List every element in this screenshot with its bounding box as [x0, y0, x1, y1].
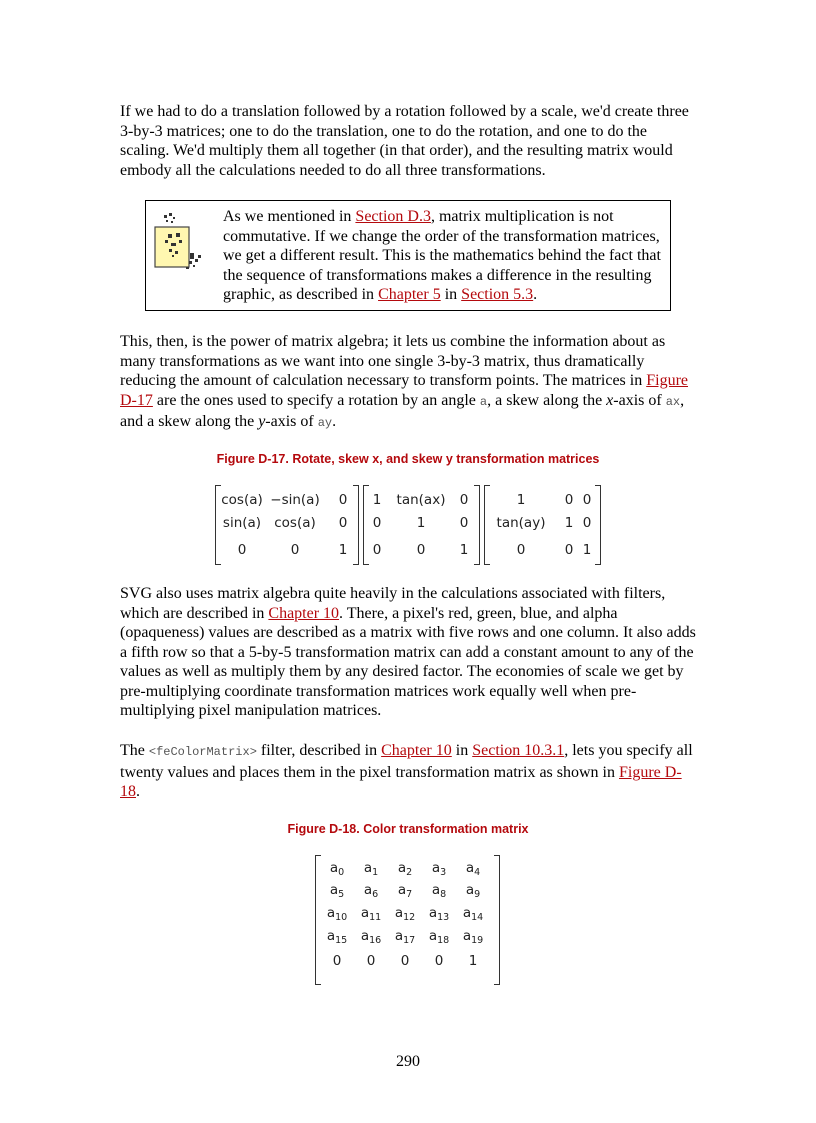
text-segment: -axis of: [613, 391, 666, 409]
code-fecolormatrix: <feColorMatrix>: [148, 745, 257, 759]
note-text-segment: , matrix multiplication is not commutative. If we change the order of the transformation matrices, we get a different result. This is the mathematics behind the fact that the sequence of transformations makes a difference in the resulting graphic, as described in: [223, 208, 661, 303]
page-number: 290: [396, 1053, 420, 1070]
matrix-cell: sin(a): [222, 515, 262, 531]
matrix-cell: 1: [416, 515, 426, 531]
matrix-cell: 0: [366, 953, 376, 969]
matrix-cell: $a_{18}$: [428, 928, 450, 946]
matrix-cell: $a_{16}$: [360, 928, 382, 946]
matrix-cell: 0: [564, 542, 574, 558]
paragraph-filters: [120, 584, 700, 721]
matrix-cell: tan(ax): [396, 492, 446, 508]
paragraph-transform-order: If we had to do a translation followed by a rotation followed by a scale, we'd create three 3-by-3 matrices; one to do the translation, one to do the rotation, and one to do the scaling. We'd multiply them all together (in that order), and the resulting matrix would embody all the calculations needed to do all three transformations.: [120, 103, 689, 179]
matrix-cell: $a_3$: [431, 860, 447, 878]
matrix-cell: 0: [400, 953, 410, 969]
matrix-cell: $a_{14}$: [462, 905, 484, 923]
paragraph-fecolormatrix: [120, 741, 700, 802]
matrix-cell: 0: [516, 542, 526, 558]
code-ax: ax: [665, 394, 681, 409]
owl-tip-icon: [152, 209, 208, 273]
figure-d18-matrix: [315, 855, 500, 985]
matrix-cell: 0: [434, 953, 444, 969]
matrix-cell: 0: [416, 542, 426, 558]
text-segment: , and a skew along the: [120, 391, 685, 430]
figure-d17-caption: Figure D-17. Rotate, skew x, and skew y transformation matrices: [216, 452, 600, 466]
matrix-cell: 1: [372, 492, 382, 508]
link-section-5-3[interactable]: Section 5.3: [461, 286, 534, 303]
matrix-cell: $a_7$: [397, 882, 413, 900]
figure-d17-matrices: [215, 485, 601, 565]
matrix-cell: $a_8$: [431, 882, 447, 900]
matrix-cell: $a_6$: [363, 882, 379, 900]
link-section-10-3-1[interactable]: Section 10.3.1: [472, 742, 565, 759]
matrix-cell: $a_{10}$: [326, 905, 348, 923]
matrix-cell: $a_{13}$: [428, 905, 450, 923]
text-segment: . There, a pixel's red, green, blue, and alpha (opaqueness) values are described as a matrix with five rows and one column. It also adds a fifth row so that a 5-by-5 transformation matrix can add a constant amount to any of the values as well as multiply them by any desired factor. The economies of scale we get by pre-multiplying coordinate transformation matrices work equally well when pre-multiplying pixel manipulation matrices.: [120, 604, 696, 719]
matrix-cell: $a_1$: [363, 860, 379, 878]
matrix-cell: 0: [338, 492, 348, 508]
matrix-cell: 0: [338, 515, 348, 531]
matrix-cell: $a_{11}$: [360, 905, 382, 923]
matrix-cell: 0: [237, 542, 247, 558]
matrix-cell: 0: [372, 515, 382, 531]
matrix-cell: $a_5$: [329, 882, 345, 900]
link-section-d3[interactable]: Section D.3: [355, 208, 431, 225]
matrix-cell: 1: [338, 542, 348, 558]
matrix-cell: cos(a): [274, 515, 316, 531]
link-chapter-5[interactable]: Chapter 5: [378, 286, 441, 303]
text-segment: SVG also uses matrix algebra quite heavily in the calculations associated with filters, which are described in: [120, 585, 666, 622]
matrix-cell: 1: [468, 953, 478, 969]
matrix-cell: cos(a): [221, 492, 263, 508]
matrix-cell: 0: [564, 492, 574, 508]
matrix-cell: 0: [372, 542, 382, 558]
note-box: [145, 200, 671, 311]
figure-d18-caption: Figure D-18. Color transformation matrix: [287, 822, 529, 836]
matrix-cell: 0: [582, 515, 592, 531]
matrix-cell: 0: [582, 492, 592, 508]
note-text-segment: in: [440, 286, 462, 303]
matrix-cell: $a_0$: [329, 860, 345, 878]
note-text: [223, 207, 668, 305]
text-segment: This, then, is the power of matrix algebra; it lets us combine the information about as many transformations as we want into one single 3-by-3 matrix, thus dramatically reducing the amount of calculation necessary to transform points. The matrices in: [120, 333, 666, 389]
matrix-cell: $a_{15}$: [326, 928, 348, 946]
matrix-cell: 1: [459, 542, 469, 558]
link-figure-d18[interactable]: Figure D-18: [120, 763, 682, 800]
link-figure-d17[interactable]: Figure D-17: [120, 372, 688, 409]
matrix-cell: $a_{12}$: [394, 905, 416, 923]
text-segment: The: [120, 742, 149, 759]
matrix-cell: 0: [332, 953, 342, 969]
matrix-cell: 1: [564, 515, 574, 531]
text-segment: .: [332, 413, 337, 430]
note-text-segment: As we mentioned in: [223, 208, 356, 225]
matrix-cell: $a_2$: [397, 860, 413, 878]
text-segment: in: [451, 742, 473, 759]
text-segment: , a skew along the: [487, 391, 607, 409]
paragraph-matrix-power: [120, 332, 700, 434]
link-chapter-10[interactable]: Chapter 10: [381, 742, 452, 759]
matrix-cell: 0: [290, 542, 300, 558]
code-ay: ay: [317, 416, 333, 430]
italic-y: y: [258, 413, 266, 430]
note-text-segment: .: [533, 286, 538, 303]
italic-x: x: [606, 391, 614, 409]
text-segment: are the ones used to specify a rotation by an angle: [152, 391, 480, 409]
code-a: a: [479, 394, 488, 409]
matrix-cell: tan(ay): [496, 515, 546, 531]
text-segment: , lets you specify all twenty values and places them in the pixel transformation matrix as shown in: [120, 742, 693, 781]
matrix-cell: 0: [459, 492, 469, 508]
matrix-cell: −sin(a): [270, 492, 320, 508]
matrix-cell: 1: [516, 492, 526, 508]
matrix-cell: $a_4$: [465, 860, 481, 878]
matrix-cell: 1: [582, 542, 592, 558]
matrix-cell: $a_{17}$: [394, 928, 416, 946]
link-chapter-10[interactable]: Chapter 10: [268, 604, 340, 622]
text-segment: -axis of: [265, 413, 318, 430]
matrix-cell: 0: [459, 515, 469, 531]
matrix-cell: $a_{19}$: [462, 928, 484, 946]
text-segment: .: [136, 783, 140, 800]
text-segment: filter, described in: [256, 742, 382, 759]
matrix-cell: $a_9$: [465, 882, 481, 900]
